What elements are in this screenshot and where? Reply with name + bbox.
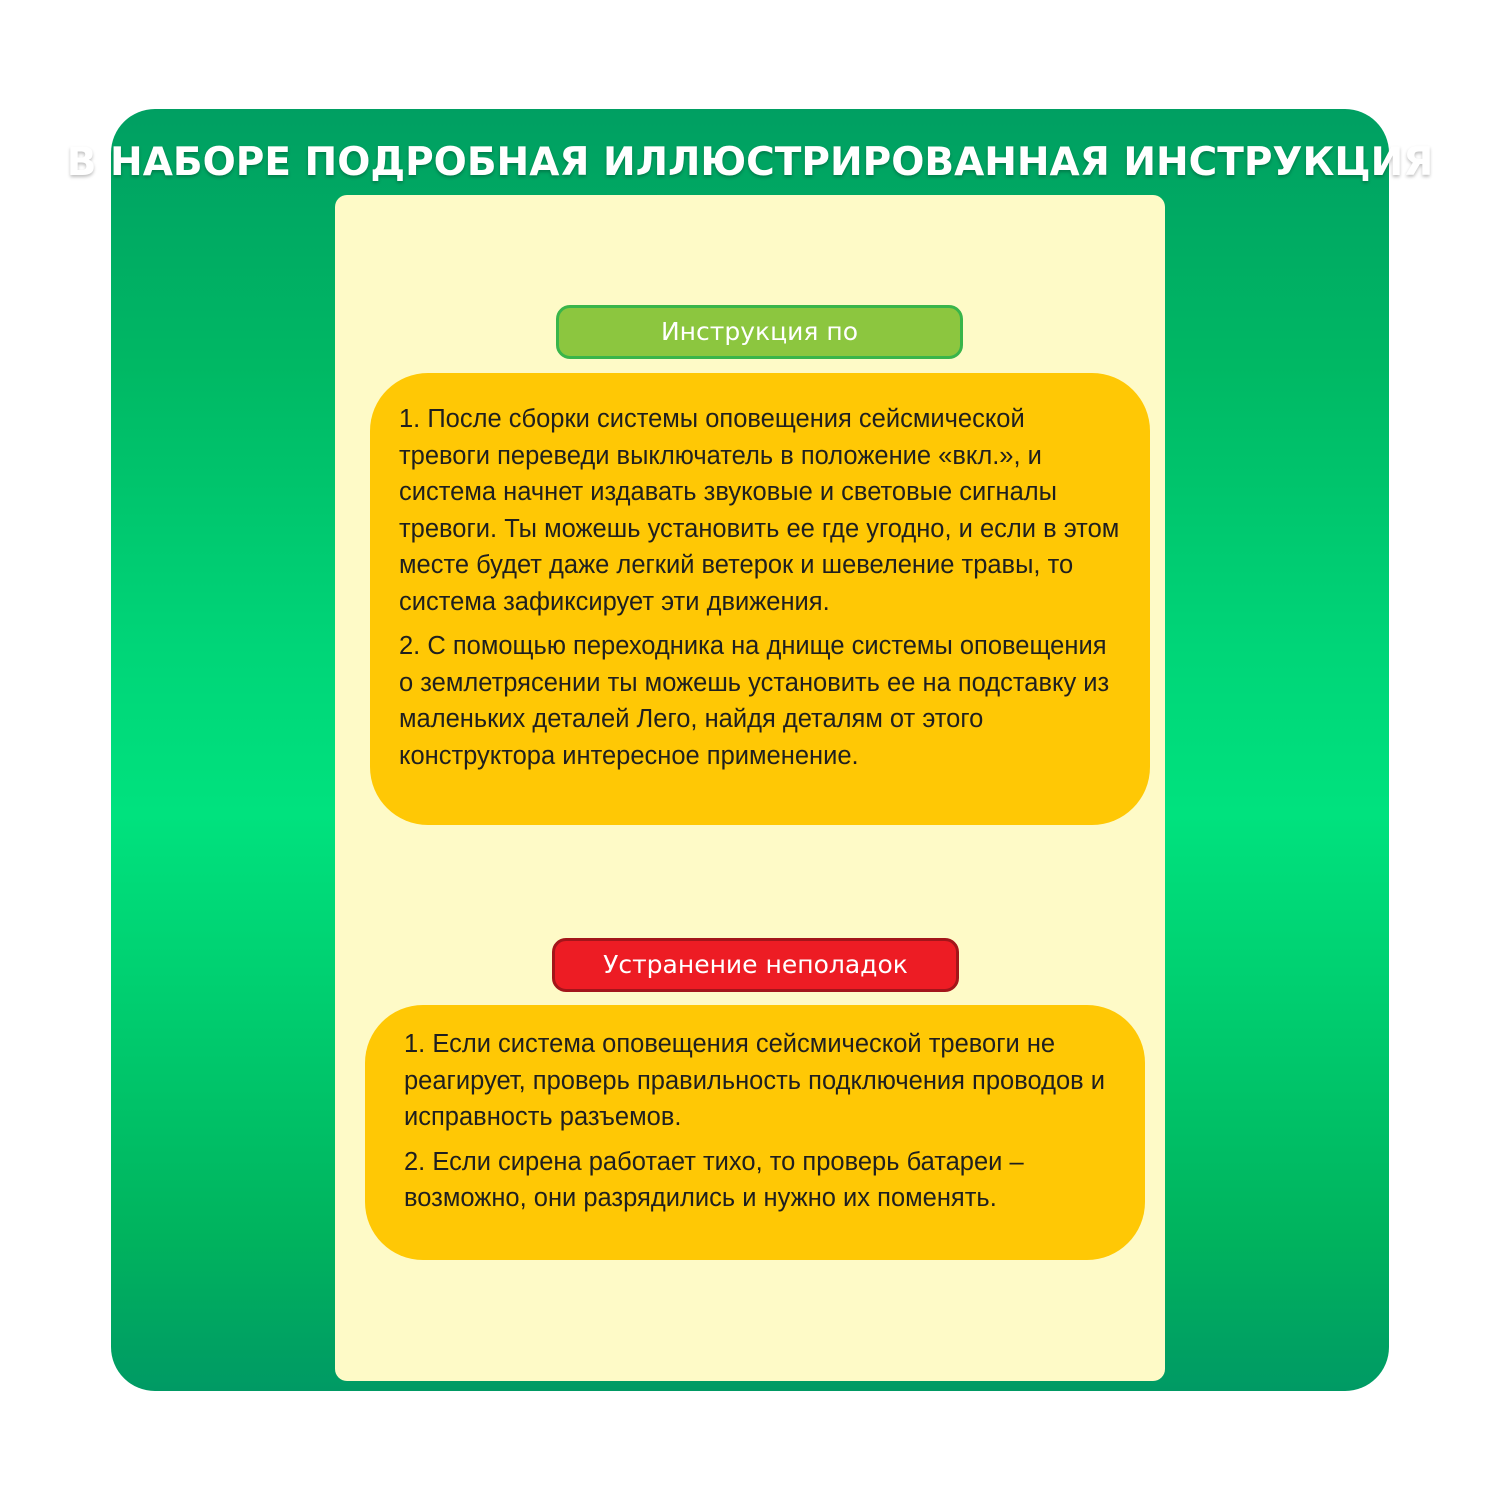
troubleshooting-paragraph-2: 2. Если сирена работает тихо, то проверь батареи – возможно, они разрядились и нужно их поменять. (404, 1147, 1024, 1212)
troubleshooting-paragraph-1: 1. Если система оповещения сейсмической тревоги не реагирует, проверь правильность подключения проводов и исправность разъемов. (404, 1030, 1106, 1131)
usage-paragraph-1: 1. После сборки системы оповещения сейсмической тревоги переведи выключатель в положение «вкл.», и система начнет издавать звуковые и световые сигналы тревоги. Ты можешь установить ее где угодно, и если в этом месте будет даже легкий ветерок и шевеление травы, то система зафиксирует эти движения. (399, 405, 1120, 616)
usage-box (370, 373, 1150, 825)
troubleshooting-box (365, 1005, 1145, 1260)
troubleshooting-heading: Устранение неполадок (552, 938, 959, 992)
usage-heading: Инструкция по (556, 305, 963, 359)
page-title: В НАБОРЕ ПОДРОБНАЯ ИЛЛЮСТРИРОВАННАЯ ИНСТРУКЦИЯ (66, 140, 1434, 185)
usage-paragraph-2: 2. С помощью переходника на днище системы оповещения о землетрясении ты можешь установить ее на подставку из маленьких деталей Лего, найдя деталям от этого конструктора интересное применение. (399, 632, 1110, 770)
